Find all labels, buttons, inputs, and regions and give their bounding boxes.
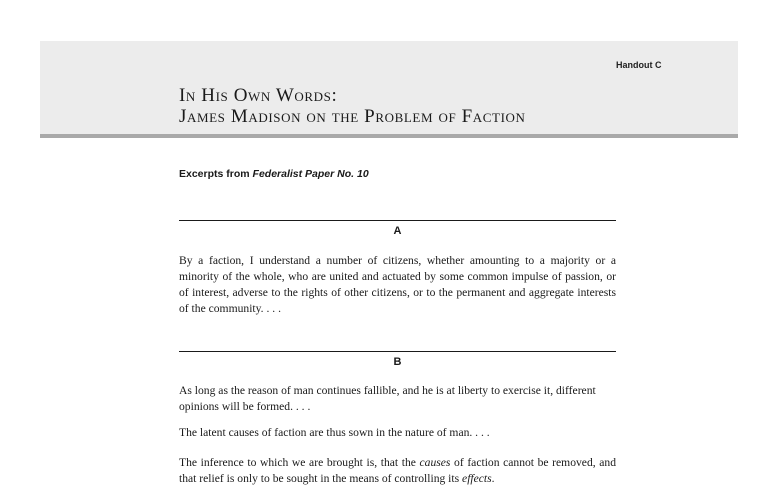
- excerpts-source: Federalist Paper No. 10: [252, 168, 369, 180]
- section-a-letter: A: [393, 225, 402, 237]
- excerpts-heading: [179, 168, 369, 180]
- section-a-rule: [179, 220, 616, 221]
- excerpts-prefix: Excerpts from: [179, 168, 253, 180]
- section-b-paragraph-2: The latent causes of faction are thus sown in the nature of man. . . .: [179, 426, 490, 439]
- para3-emphasis-causes: causes: [419, 456, 451, 469]
- para3-text-1: The inference to which we are brought is, that the: [179, 456, 420, 469]
- title-line-2: James Madison on the Problem of Faction: [179, 106, 526, 127]
- section-b-paragraph-3: [179, 455, 616, 487]
- section-b-paragraph-1: As long as the reason of man continues fallible, and he is at liberty to exercise it, different opinions will be formed. . . .: [179, 384, 596, 413]
- handout-label: Handout C: [616, 60, 662, 70]
- title-line-1: In His Own Words:: [179, 85, 338, 106]
- para3-text-3: .: [491, 472, 495, 485]
- section-b-letter: B: [393, 356, 402, 368]
- page-title: [179, 85, 526, 127]
- header-divider: [40, 134, 738, 138]
- section-a-paragraph: By a faction, I understand a number of citizens, whether amounting to a majority or a minority of the whole, who are united and actuated by some common impulse of passion, or of interest, adverse to the rights of other citizens, or to the permanent and aggregate interests of the community. . . .: [179, 254, 616, 315]
- section-b-rule: [179, 351, 616, 352]
- para3-emphasis-effects: effects: [462, 472, 492, 485]
- para3-text-2: of faction cannot be removed, and that relief is only to be sought in the means of controlling its: [179, 456, 616, 485]
